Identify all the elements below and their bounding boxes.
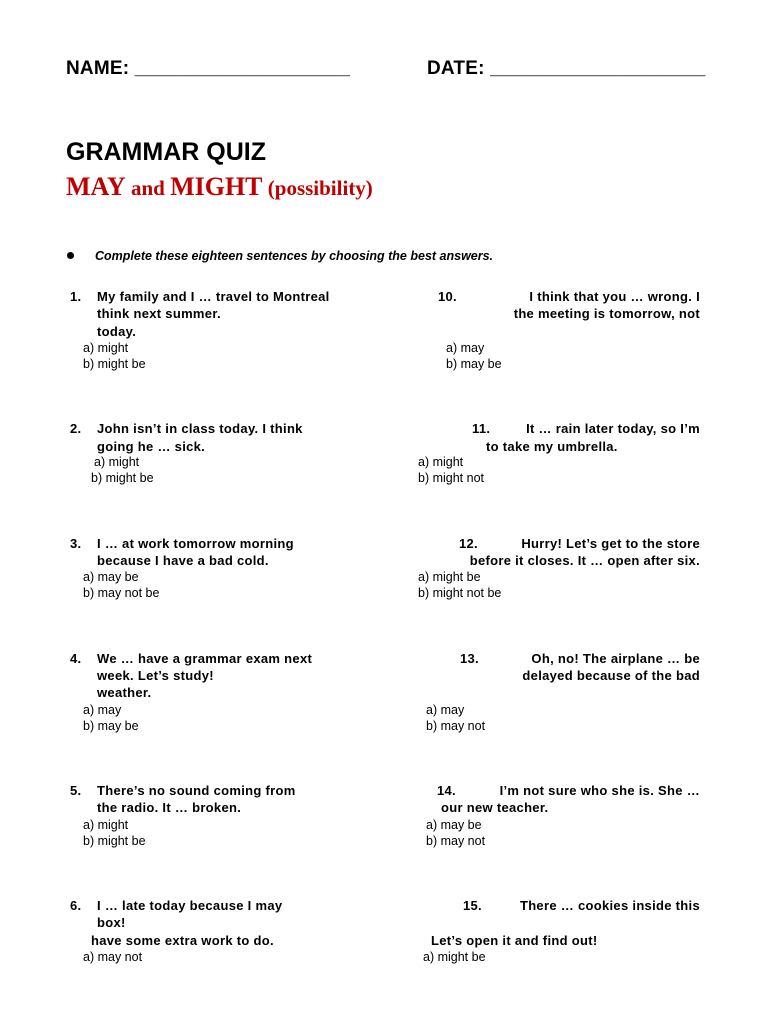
question-text-line: It … rain later today, so I’m xyxy=(526,421,700,436)
question-text-line: to take my umbrella. xyxy=(486,439,618,454)
question-text-line: week. Let’s study! xyxy=(97,668,214,683)
subtitle-possibility: (possibility) xyxy=(262,176,373,200)
answer-option-b[interactable]: b) might be xyxy=(83,357,146,371)
question-text-line: think next summer. xyxy=(97,306,221,321)
question-text-line: before it closes. It … open after six. xyxy=(469,553,700,568)
bullet-icon xyxy=(67,252,74,259)
question-text-line: I … late today because I may xyxy=(97,898,283,913)
question-number: 2. xyxy=(70,421,82,436)
question-number: 10. xyxy=(438,289,457,304)
question-text-line: I’m not sure who she is. She … xyxy=(499,783,700,798)
answer-option-a[interactable]: a) might xyxy=(418,455,464,469)
instructions: Complete these eighteen sentences by choosing the best answers. xyxy=(95,249,494,263)
question-text-line: today. xyxy=(97,324,137,339)
question-number: 12. xyxy=(459,536,478,551)
question-text-line: delayed because of the bad xyxy=(522,668,700,683)
question-text-line: My family and I … travel to Montreal xyxy=(97,289,330,304)
answer-option-b[interactable]: b) may not xyxy=(426,719,486,733)
question-number: 13. xyxy=(460,651,479,666)
subtitle-and: and xyxy=(125,176,171,200)
date-field-label: DATE: ____________________ xyxy=(427,58,706,79)
answer-option-b[interactable]: b) may be xyxy=(446,357,502,371)
question-text-line: because I have a bad cold. xyxy=(97,553,269,568)
question-text-line: our new teacher. xyxy=(441,800,549,815)
answer-option-a[interactable]: a) may be xyxy=(83,570,139,584)
answer-option-a[interactable]: a) might be xyxy=(418,570,481,584)
question-number: 4. xyxy=(70,651,82,666)
answer-option-a[interactable]: a) might be xyxy=(423,950,486,964)
question-number: 11. xyxy=(472,421,491,436)
quiz-title: GRAMMAR QUIZ xyxy=(66,138,266,166)
question-number: 1. xyxy=(70,289,82,304)
answer-option-b[interactable]: b) may not be xyxy=(83,586,160,600)
question-text-line: John isn’t in class today. I think xyxy=(97,421,303,436)
answer-option-a[interactable]: a) may xyxy=(426,703,465,717)
answer-option-a[interactable]: a) might xyxy=(83,818,129,832)
question-text-line: Hurry! Let’s get to the store xyxy=(521,536,700,551)
answer-option-b[interactable]: b) may not xyxy=(426,834,486,848)
question-text-line: have some extra work to do. xyxy=(91,933,274,948)
question-number: 14. xyxy=(437,783,456,798)
question-text-line: There … cookies inside this xyxy=(519,898,700,913)
answer-option-b[interactable]: b) might be xyxy=(91,471,154,485)
question-number: 3. xyxy=(70,536,82,551)
question-text-line: Let’s open it and find out! xyxy=(431,933,598,948)
answer-option-a[interactable]: a) might xyxy=(94,455,140,469)
question-text-line: There’s no sound coming from xyxy=(97,783,296,798)
answer-option-a[interactable]: a) may xyxy=(83,703,122,717)
answer-option-a[interactable]: a) might xyxy=(83,341,129,355)
question-text-line: the meeting is tomorrow, not xyxy=(513,306,700,321)
answer-option-b[interactable]: b) might not be xyxy=(418,586,502,600)
answer-option-b[interactable]: b) might not xyxy=(418,471,485,485)
name-field-label: NAME: ____________________ xyxy=(66,58,351,79)
answer-option-a[interactable]: a) may be xyxy=(426,818,482,832)
subtitle-may: MAY xyxy=(66,172,126,201)
question-number: 6. xyxy=(70,898,82,913)
question-text-line: I … at work tomorrow morning xyxy=(97,536,294,551)
answer-option-b[interactable]: b) might be xyxy=(83,834,146,848)
question-text-line: Oh, no! The airplane … be xyxy=(531,651,700,666)
question-text-line: going he … sick. xyxy=(97,439,206,454)
question-text-line: I think that you … wrong. I xyxy=(529,289,700,304)
answer-option-a[interactable]: a) may xyxy=(446,341,485,355)
quiz-subtitle xyxy=(66,172,373,202)
question-text-line: We … have a grammar exam next xyxy=(97,651,313,666)
answer-option-a[interactable]: a) may not xyxy=(83,950,143,964)
question-number: 5. xyxy=(70,783,82,798)
subtitle-might: MIGHT xyxy=(170,172,263,201)
answer-option-b[interactable]: b) may be xyxy=(83,719,139,733)
question-text-line: the radio. It … broken. xyxy=(97,800,242,815)
question-text-line: weather. xyxy=(97,685,152,700)
question-number: 15. xyxy=(463,898,482,913)
question-text-line: box! xyxy=(97,915,126,930)
